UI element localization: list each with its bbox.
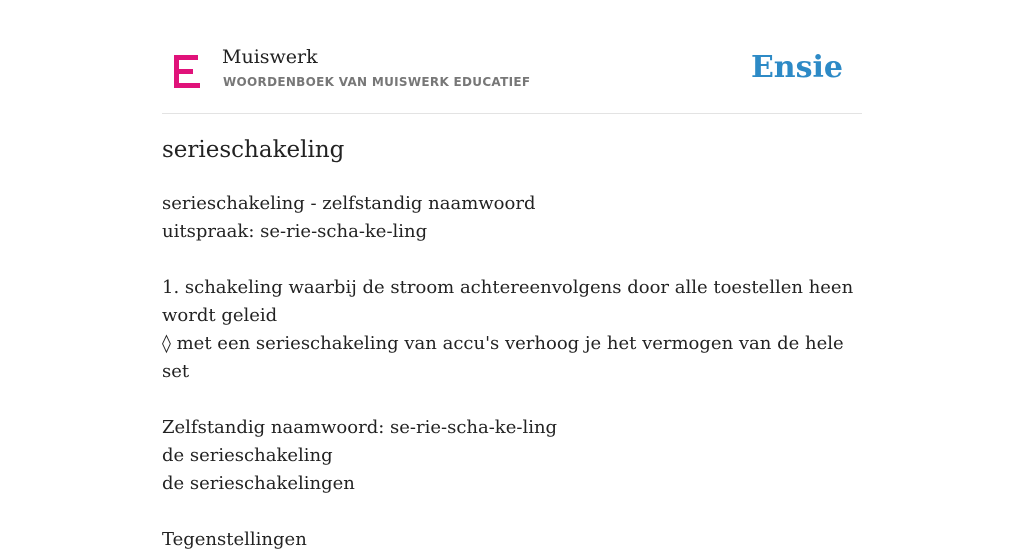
brand-subtitle: WOORDENBOEK VAN MUISWERK EDUCATIEF bbox=[223, 75, 531, 89]
brand-name[interactable]: Muiswerk bbox=[222, 46, 318, 68]
entry-line: ◊ met een serieschakeling van accu's verhoog je het vermogen van de hele set bbox=[162, 333, 844, 382]
entry-line: de serieschakeling bbox=[162, 445, 333, 466]
entry-line: Tegenstellingen bbox=[162, 529, 307, 550]
page bbox=[162, 0, 862, 550]
entry-line: serieschakeling - zelfstandig naamwoord bbox=[162, 193, 536, 214]
entry-line bbox=[162, 246, 862, 274]
entry-line: uitspraak: se-rie-scha-ke-ling bbox=[162, 221, 428, 242]
entry-line: de serieschakelingen bbox=[162, 473, 355, 494]
header bbox=[162, 0, 862, 114]
ensie-logo[interactable]: Ensie bbox=[750, 50, 843, 85]
entry-line: 1. schakeling waarbij de stroom achtereenvolgens door alle toestellen heen wordt geleid bbox=[162, 277, 854, 326]
entry-title: serieschakeling bbox=[162, 137, 345, 163]
entry-line bbox=[162, 498, 862, 526]
muiswerk-logo-icon[interactable] bbox=[174, 55, 200, 88]
entry-content bbox=[162, 190, 862, 554]
entry-line bbox=[162, 386, 862, 414]
entry-line: Zelfstandig naamwoord: se-rie-scha-ke-ling bbox=[162, 417, 558, 438]
